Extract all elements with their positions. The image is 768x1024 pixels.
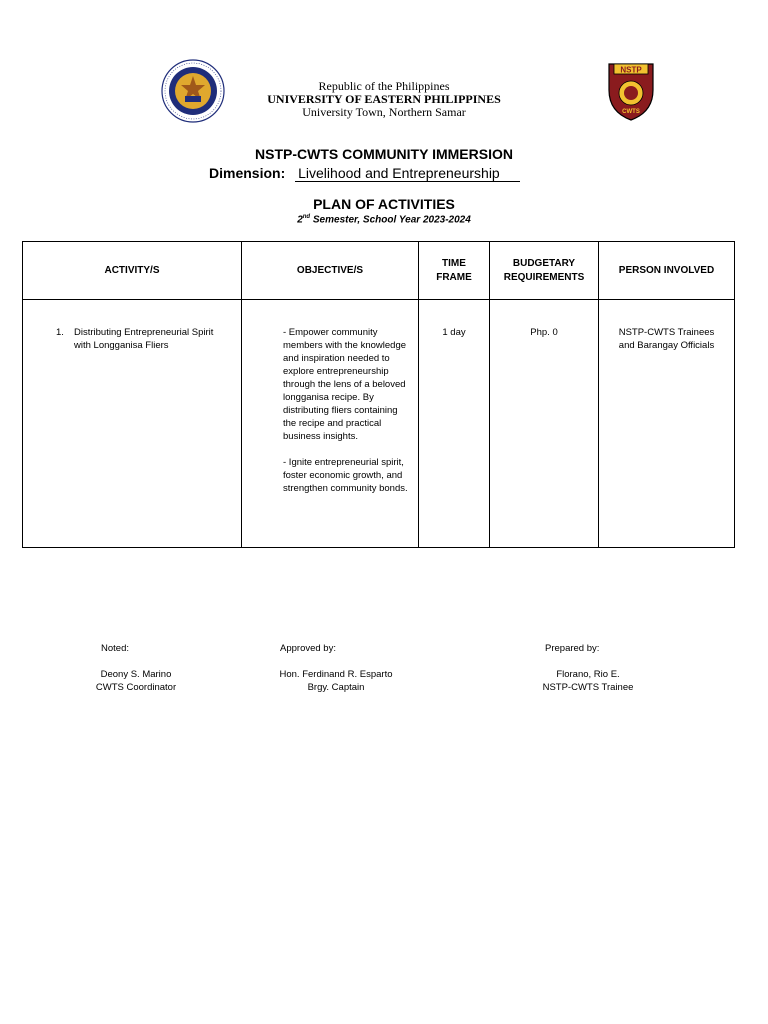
dimension-label: Dimension: (209, 165, 286, 181)
col-activity: ACTIVITY/S (23, 242, 242, 300)
approved-label: Approved by: (280, 643, 336, 654)
plan-table (22, 241, 735, 548)
col-time (419, 242, 490, 300)
dimension-value: Livelihood and Entrepreneurship (295, 165, 520, 182)
prepared-label: Prepared by: (545, 643, 600, 654)
prepared-block (528, 668, 648, 694)
semester-text: Semester, School Year 2023-2024 (310, 214, 471, 226)
prepared-position: NSTP-CWTS Trainee (542, 682, 634, 693)
table-header-row (23, 242, 735, 300)
noted-label: Noted: (101, 643, 129, 654)
persons-line2: and Barangay Officials (618, 340, 715, 351)
prepared-name: Florano, Rio E. (556, 669, 620, 680)
nstp-logo-text: NSTP (620, 65, 642, 75)
noted-name: Deony S. Marino (100, 669, 172, 680)
dimension-row (209, 165, 520, 182)
col-persons: PERSON INVOLVED (599, 242, 735, 300)
header-republic: Republic of the Philippines (318, 79, 450, 93)
header-address: University Town, Northern Samar (302, 105, 466, 119)
noted-block (76, 668, 196, 694)
activity-number: 1. (56, 327, 64, 338)
approved-name: Hon. Ferdinand R. Esparto (279, 669, 393, 680)
col-time-line2: FRAME (436, 271, 472, 283)
activity-line2: with Longganisa Fliers (74, 340, 169, 351)
plan-title: PLAN OF ACTIVITIES (313, 196, 455, 212)
col-objective: OBJECTIVE/S (242, 242, 419, 300)
cell-persons (599, 300, 735, 548)
noted-position: CWTS Coordinator (95, 682, 177, 693)
cell-budget: Php. 0 (490, 300, 599, 548)
cell-objective (242, 300, 419, 548)
header-university: UNIVERSITY OF EASTERN PHILIPPINES (267, 92, 501, 106)
semester-suffix: nd (302, 214, 311, 220)
cell-activity (23, 300, 242, 548)
col-budget (490, 242, 599, 300)
page-title: NSTP-CWTS COMMUNITY IMMERSION (255, 146, 513, 162)
objective-paragraph-2: - Ignite entrepreneurial spirit, foster economic growth, and strengthen community bonds. (283, 457, 408, 494)
cell-time: 1 day (419, 300, 490, 548)
cwts-logo-text: CWTS (622, 109, 640, 115)
activity-line1: Distributing Entrepreneurial Spirit (74, 327, 214, 338)
semester-line (0, 214, 768, 225)
table-row (23, 300, 735, 548)
persons-line1: NSTP-CWTS Trainees (618, 327, 715, 338)
objective-paragraph-1: - Empower community members with the knowledge and inspiration needed to explore entrepreneurship through the lens of a beloved longganisa recipe. By distributing fliers containing the recipe and practical business insights. (283, 327, 407, 442)
col-time-line1: TIME (442, 257, 466, 269)
approved-position: Brgy. Captain (307, 682, 365, 693)
semester-number: 2 (297, 214, 303, 226)
col-budget-line2: REQUIREMENTS (503, 271, 585, 283)
col-budget-line1: BUDGETARY (512, 257, 576, 269)
approved-block (262, 668, 410, 694)
